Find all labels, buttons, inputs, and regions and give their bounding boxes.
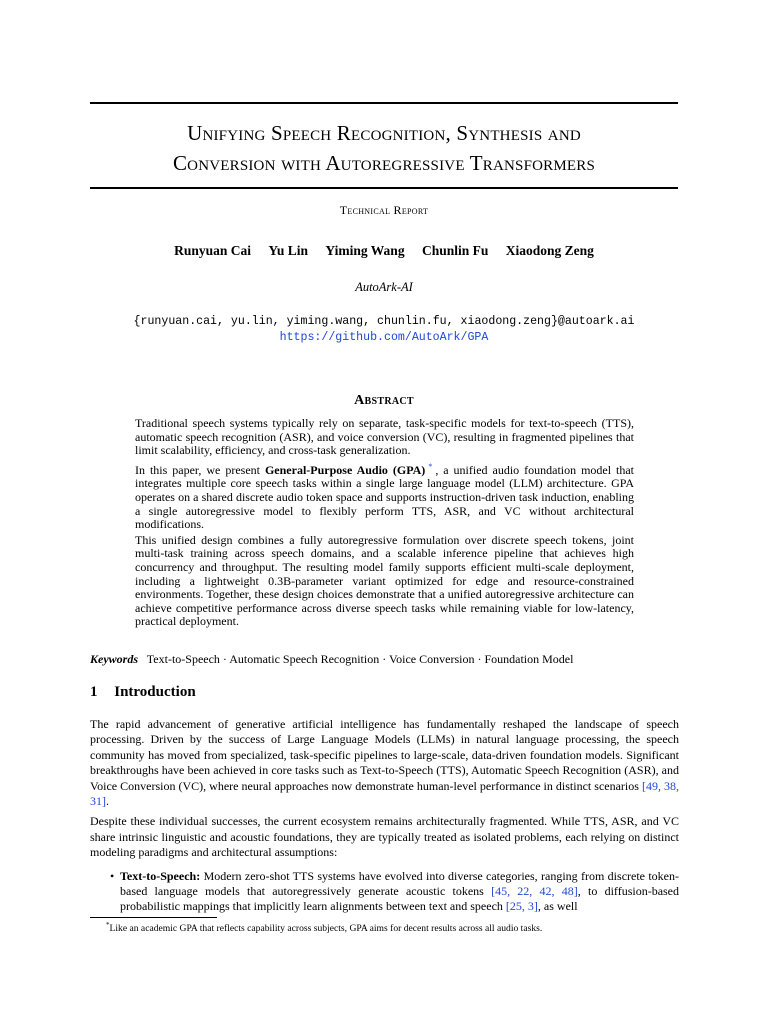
keywords-text: Text-to-Speech · Automatic Speech Recognition · Voice Conversion · Foundation Model xyxy=(146,652,574,666)
keywords-label: Keywords xyxy=(90,652,138,666)
author-name: Yu Lin xyxy=(268,243,309,258)
author-name: Runyuan Cai xyxy=(174,243,252,258)
section-heading-introduction xyxy=(90,684,196,701)
section-title: Introduction xyxy=(114,684,196,700)
title-line-1: Unifying Speech Recognition, Synthesis and xyxy=(187,121,581,145)
task-bullet-list xyxy=(90,869,679,915)
bullet-text: , to diffusion-based probabilistic mappings that implicitly learn alignments between text and speech xyxy=(120,884,680,914)
intro-paragraph-1 xyxy=(90,717,679,809)
footnote-mark: * xyxy=(106,921,110,929)
intro-p1-text: The rapid advancement of generative artificial intelligence has fundamentally reshaped the landscape of speech processing. Driven by the success of Large Language Models (LLMs) in natural language processing, the speech community has moved from specialized, task-specific pipelines to large-scale, data-driven foundation models. Significant breakthroughs have been achieved in core tasks such as Text-to-Speech (TTS), Automatic Speech Recognition (ASR), and Voice Conversion (VC), where neural approaches now demonstrate human-level performance in distinct scenarios xyxy=(90,717,679,793)
citation-link[interactable]: [49, 38, 31] xyxy=(90,778,679,809)
bullet-text: Modern zero-shot TTS systems have evolved into diverse categories, ranging from discrete token-based language models that autoregressively generate acoustic tokens xyxy=(120,868,679,899)
abstract-paragraph-3: This unified design combines a fully autoregressive formulation over discrete speech tokens, joint multi-task training across speech domains, and a scalable inference pipeline that achieves high concurrency and throughput. The resulting model family supports efficient multi-scale deployment, including a lightweight 0.3B-parameter variant optimized for edge and resource-constrained environments. Together, these design choices demonstrate that a unified autoregressive architecture can achieve competitive performance across diverse speech tasks while remaining viable for low-latency, practical deployment. xyxy=(135,532,634,629)
footnote-rule xyxy=(90,917,217,918)
author-list xyxy=(90,243,678,259)
title-bottom-rule xyxy=(90,187,678,189)
bullet-item-tts xyxy=(90,869,679,915)
abstract-p2-rest: , a unified audio foundation model that integrates multiple core speech tasks within a single large language model (LLM) architecture. GPA operates on a shared discrete audio token space and supports instruction-driven task induction, enabling a single autoregressive model to flexibly perform TTS, ASR, and VC without architectural modifications. xyxy=(135,462,635,532)
abstract-heading: Abstract xyxy=(354,393,414,408)
footnote xyxy=(106,921,676,934)
introduction-body xyxy=(90,717,679,915)
citation-link[interactable]: [45, 22, 42, 48] xyxy=(491,884,578,899)
model-name: General-Purpose Audio (GPA) xyxy=(264,462,426,477)
keywords xyxy=(90,652,678,667)
author-name: Xiaodong Zeng xyxy=(505,243,594,258)
title-top-rule xyxy=(90,102,678,104)
affiliation: AutoArk-AI xyxy=(355,280,413,294)
citation-link[interactable]: [25, 3] xyxy=(505,899,538,914)
abstract-body xyxy=(135,417,634,631)
repo-link[interactable]: https://github.com/AutoArk/GPA xyxy=(279,331,489,344)
paper-title xyxy=(90,118,678,178)
intro-p1-end: . xyxy=(106,794,109,809)
bullet-title: Text-to-Speech: xyxy=(120,868,201,883)
author-name: Yiming Wang xyxy=(325,243,405,258)
section-number: 1 xyxy=(90,684,98,700)
footnote-marker-link[interactable]: * xyxy=(428,461,433,471)
bullet-mark: • xyxy=(110,868,115,883)
abstract-paragraph-2 xyxy=(135,460,634,532)
bullet-text: , as well xyxy=(537,899,578,914)
intro-paragraph-2: Despite these individual successes, the current ecosystem remains architecturally fragmented. While TTS, ASR, and VC share intrinsic linguistic and acoustic foundations, they are typically treated as isolated problems, each relying on distinct modeling paradigms and architectural assumptions: xyxy=(90,814,679,860)
abstract-p2-intro: In this paper, we present xyxy=(135,462,260,477)
report-type: Technical Report xyxy=(339,203,429,217)
title-line-2: Conversion with Autoregressive Transformers xyxy=(172,151,596,175)
author-emails: {runyuan.cai, yu.lin, yiming.wang, chunlin.fu, xiaodong.zeng}@autoark.ai xyxy=(133,315,635,328)
author-name: Chunlin Fu xyxy=(421,243,489,258)
abstract-paragraph-1: Traditional speech systems typically rely on separate, task-specific models for text-to-speech (TTS), automatic speech recognition (ASR), and voice conversion (VC), resulting in fragmented pipelines that limit scalability, efficiency, and cross-task generalization. xyxy=(135,416,634,458)
footnote-text: Like an academic GPA that reflects capability across subjects, GPA aims for decent results across all audio tasks. xyxy=(109,923,543,935)
